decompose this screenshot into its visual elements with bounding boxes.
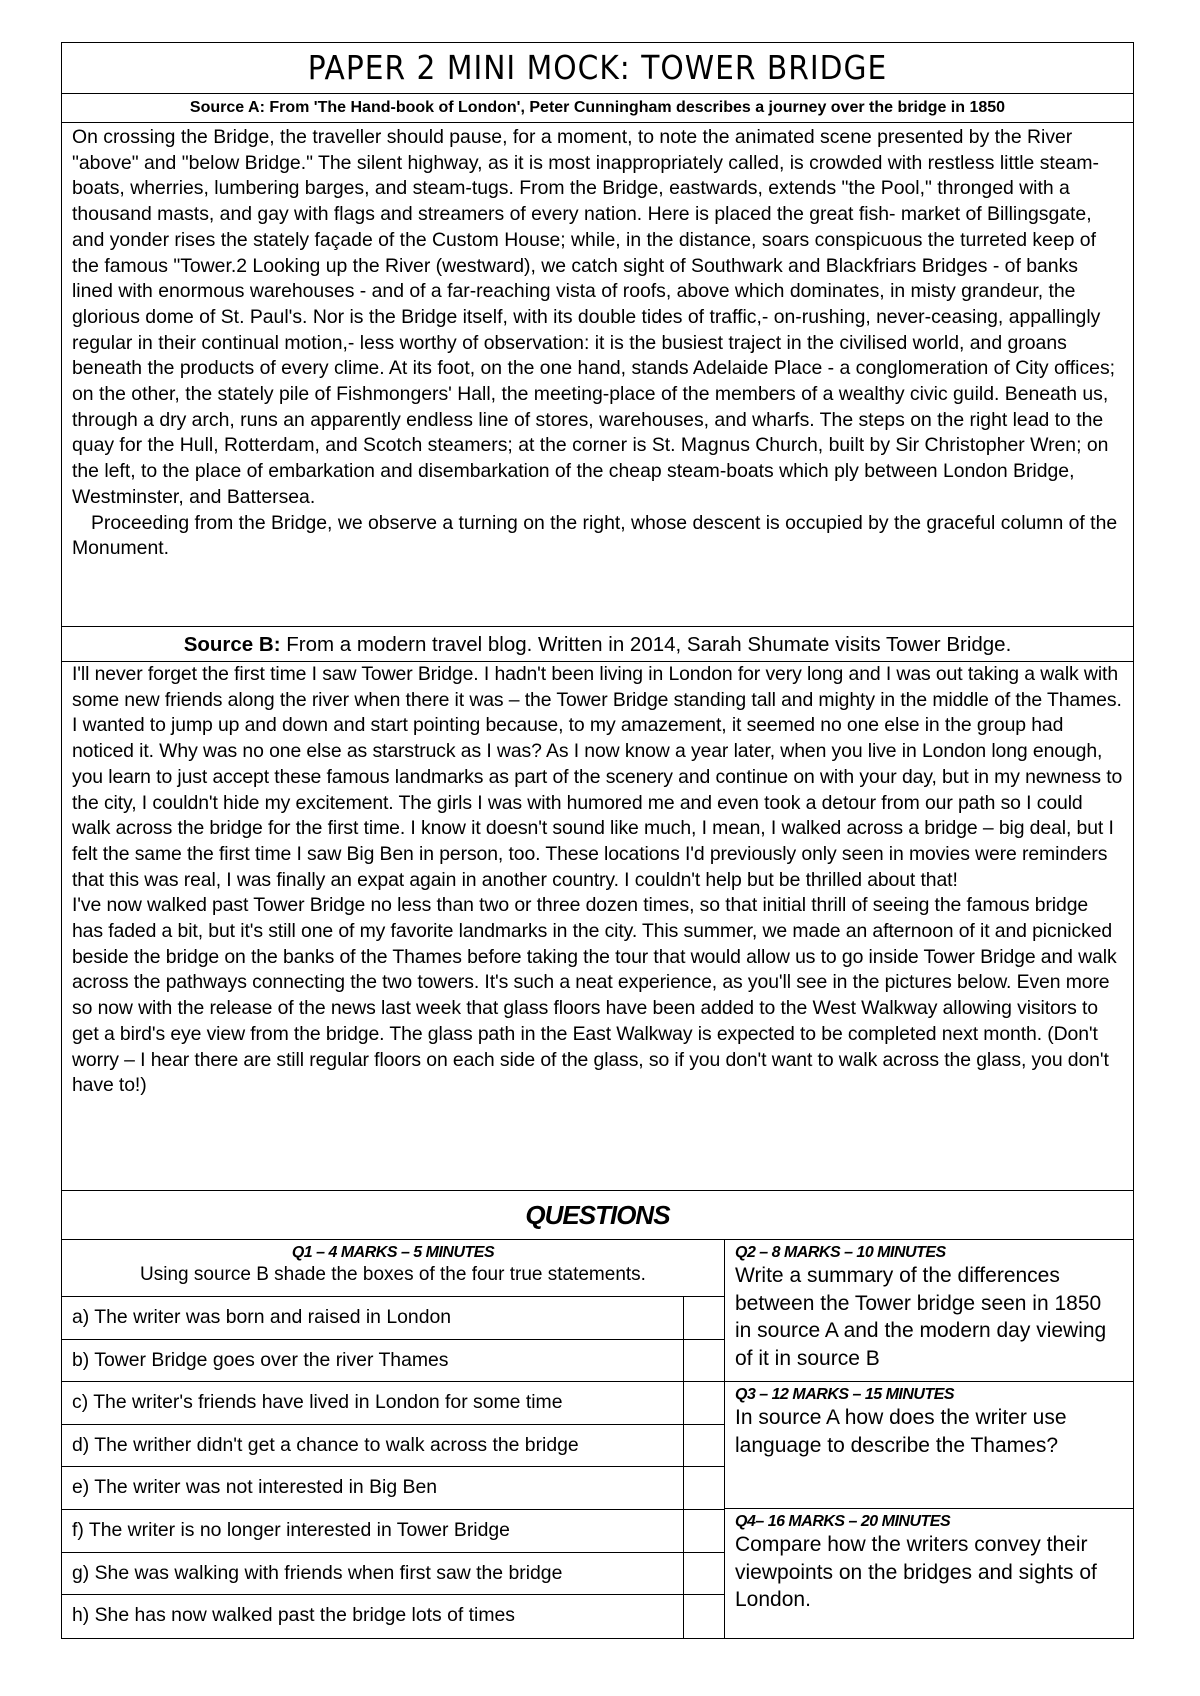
- answer-checkbox[interactable]: [683, 1382, 724, 1424]
- statement-text: d) The writher didn't get a chance to walk across the bridge: [72, 1433, 579, 1456]
- q4-label: Q4– 16 MARKS – 20 MINUTES: [735, 1513, 951, 1530]
- q1-header: [62, 1240, 724, 1297]
- source-b-label: Source B:: [183, 633, 281, 656]
- source-a-label: Source A:: [189, 99, 265, 116]
- statement-text: e) The writer was not interested in Big Ben: [72, 1476, 438, 1499]
- source-b-header: [62, 627, 1133, 662]
- worksheet: [61, 42, 1134, 1639]
- q2-cell: [725, 1240, 1133, 1382]
- q4-text: Compare how the writers convey their viewpoints on the bridges and sights of London.: [735, 1533, 1097, 1611]
- answer-checkbox[interactable]: [683, 1510, 724, 1552]
- answer-checkbox[interactable]: [683, 1467, 724, 1509]
- answer-checkbox[interactable]: [683, 1297, 724, 1339]
- answer-checkbox[interactable]: [683, 1595, 724, 1638]
- statement-text: a) The writer was born and raised in London: [72, 1306, 452, 1328]
- q2-text: Write a summary of the differences between the Tower bridge seen in 1850 in source A and the modern day viewing of it in source B: [735, 1264, 1107, 1370]
- source-a-box: [62, 123, 1133, 627]
- q2-label: Q2 – 8 MARKS – 10 MINUTES: [735, 1244, 946, 1261]
- source-a-header: [62, 94, 1133, 123]
- questions-title: QUESTIONS: [62, 1191, 1133, 1240]
- statement-row: [62, 1382, 724, 1425]
- source-b-paragraph-1: I'll never forget the first time I saw Tower Bridge. I hadn't been living in London for very long and I was out taking a walk with some new friends along the river when there it was – the Tower Bridge standing tall and mighty in the middle of the Thames. I wanted to jump up and down and start pointing because, to my amazement, it seemed no one else in the group had noticed it. Why was no one else as starstruck as I was? As I now know a year later, when you live in London long enough, you learn to just accept these famous landmarks as part of the scenery and continue on with your day, but in my newness to the city, I couldn't hide my excitement. The girls I was with humored me and even took a detour from our path so I could walk across the bridge for the first time. I know it doesn't sound like much, I mean, I walked across a bridge – big deal, but I felt the same the first time I saw Big Ben in person, too. These locations I'd previously only seen in movies were reminders that this was real, I was finally an expat again in another country. I couldn't help but be thrilled about that!: [72, 663, 1123, 891]
- statement-text: f) The writer is no longer interested in Tower Bridge: [72, 1518, 510, 1541]
- statement-text: b) Tower Bridge goes over the river Thames: [72, 1348, 449, 1371]
- statement-text: c) The writer's friends have lived in London for some time: [72, 1391, 563, 1414]
- q2-q4-panel: [725, 1240, 1133, 1638]
- source-a-paragraph-2: Proceeding from the Bridge, we observe a turning on the right, whose descent is occupied by the graceful column of the Monument.: [72, 511, 1118, 560]
- statement-row: [62, 1595, 724, 1638]
- statement-row: [62, 1510, 724, 1553]
- answer-checkbox[interactable]: [683, 1553, 724, 1595]
- source-b-paragraph-2: I've now walked past Tower Bridge no less than two or three dozen times, so that initial thrill of seeing the famous bridge has faded a bit, but it's still one of my favorite landmarks in the city. This summer, we made an afternoon of it and picnicked beside the bridge on the banks of the Thames before taking the tour that would allow us to go inside Tower Bridge and walk across the pathways connecting the two towers. It's such a neat experience, as you'll see in the pictures below. Even more so now with the release of the news last week that glass floors have been added to the West Walkway allowing visitors to get a bird's eye view from the bridge. The glass path in the East Walkway is expected to be completed next month. (Don't worry – I hear there are still regular floors on each side of the glass, so if you don't want to walk across the glass, you don't have to!): [72, 894, 1117, 1097]
- source-a-description: From 'The Hand-book of London', Peter Cunningham describes a journey over the bridge in 1850: [264, 99, 1006, 116]
- statement-row: [62, 1340, 724, 1383]
- statement-text: h) She has now walked past the bridge lots of times: [72, 1604, 515, 1627]
- statement-row: [62, 1425, 724, 1468]
- source-b-box: [62, 662, 1133, 1191]
- source-a-paragraph-1: On crossing the Bridge, the traveller should pause, for a moment, to note the animated scene presented by the River "above" and "below Bridge." The silent highway, as it is most inappropriately called, is crowded with restless little steam-boats, wherries, lumbering barges, and steam-tugs. From the Bridge, eastwards, extends "the Pool," thronged with a thousand masts, and gay with flags and streamers of every nation. Here is placed the great fish- market of Billingsgate, and yonder rises the stately façade of the Custom House; while, in the distance, soars conspicuous the turreted keep of the famous "Tower.2 Looking up the River (westward), we catch sight of Southwark and Blackfriars Bridges - of banks lined with enormous warehouses - and of a far-reaching vista of roofs, above which dominates, in misty grandeur, the glorious dome of St. Paul's. Nor is the Bridge itself, with its double tides of traffic,- on-rushing, never-ceasing, appallingly regular in their continual motion,- less worthy of observation: it is the busiest traject in the civilised world, and groans beneath the products of every clime. At its foot, on the one hand, stands Adelaide Place - a conglomeration of City offices; on the other, the stately pile of Fishmongers' Hall, the meeting-place of the members of a wealthy civic guild. Beneath us, through a dry arch, runs an apparently endless line of stores, warehouses, and wharfs. The steps on the right lead to the quay for the Hull, Rotterdam, and Scotch steamers; at the corner is St. Magnus Church, built by Sir Christopher Wren; on the left, to the place of embarkation and disembarkation of the cheap steam-boats which ply between London Bridge, Westminster, and Battersea.: [72, 126, 1116, 508]
- q3-text: In source A how does the writer use language to describe the Thames?: [735, 1406, 1067, 1457]
- q3-cell: [725, 1382, 1133, 1509]
- q1-panel: [62, 1240, 725, 1638]
- statement-text: g) She was walking with friends when first saw the bridge: [72, 1561, 563, 1584]
- questions-grid: [62, 1240, 1133, 1638]
- q4-cell: [725, 1509, 1133, 1638]
- q1-instruction: Using source B shade the boxes of the four true statements.: [140, 1264, 646, 1285]
- source-b-description: From a modern travel blog. Written in 2014, Sarah Shumate visits Tower Bridge.: [280, 633, 1012, 656]
- statement-row: [62, 1297, 724, 1340]
- q1-label: Q1 – 4 MARKS – 5 MINUTES: [291, 1244, 495, 1261]
- page-title: PAPER 2 MINI MOCK: TOWER BRIDGE: [62, 43, 1133, 94]
- answer-checkbox[interactable]: [683, 1340, 724, 1382]
- statement-row: [62, 1467, 724, 1510]
- answer-checkbox[interactable]: [683, 1425, 724, 1467]
- q3-label: Q3 – 12 MARKS – 15 MINUTES: [735, 1386, 955, 1403]
- statement-row: [62, 1553, 724, 1596]
